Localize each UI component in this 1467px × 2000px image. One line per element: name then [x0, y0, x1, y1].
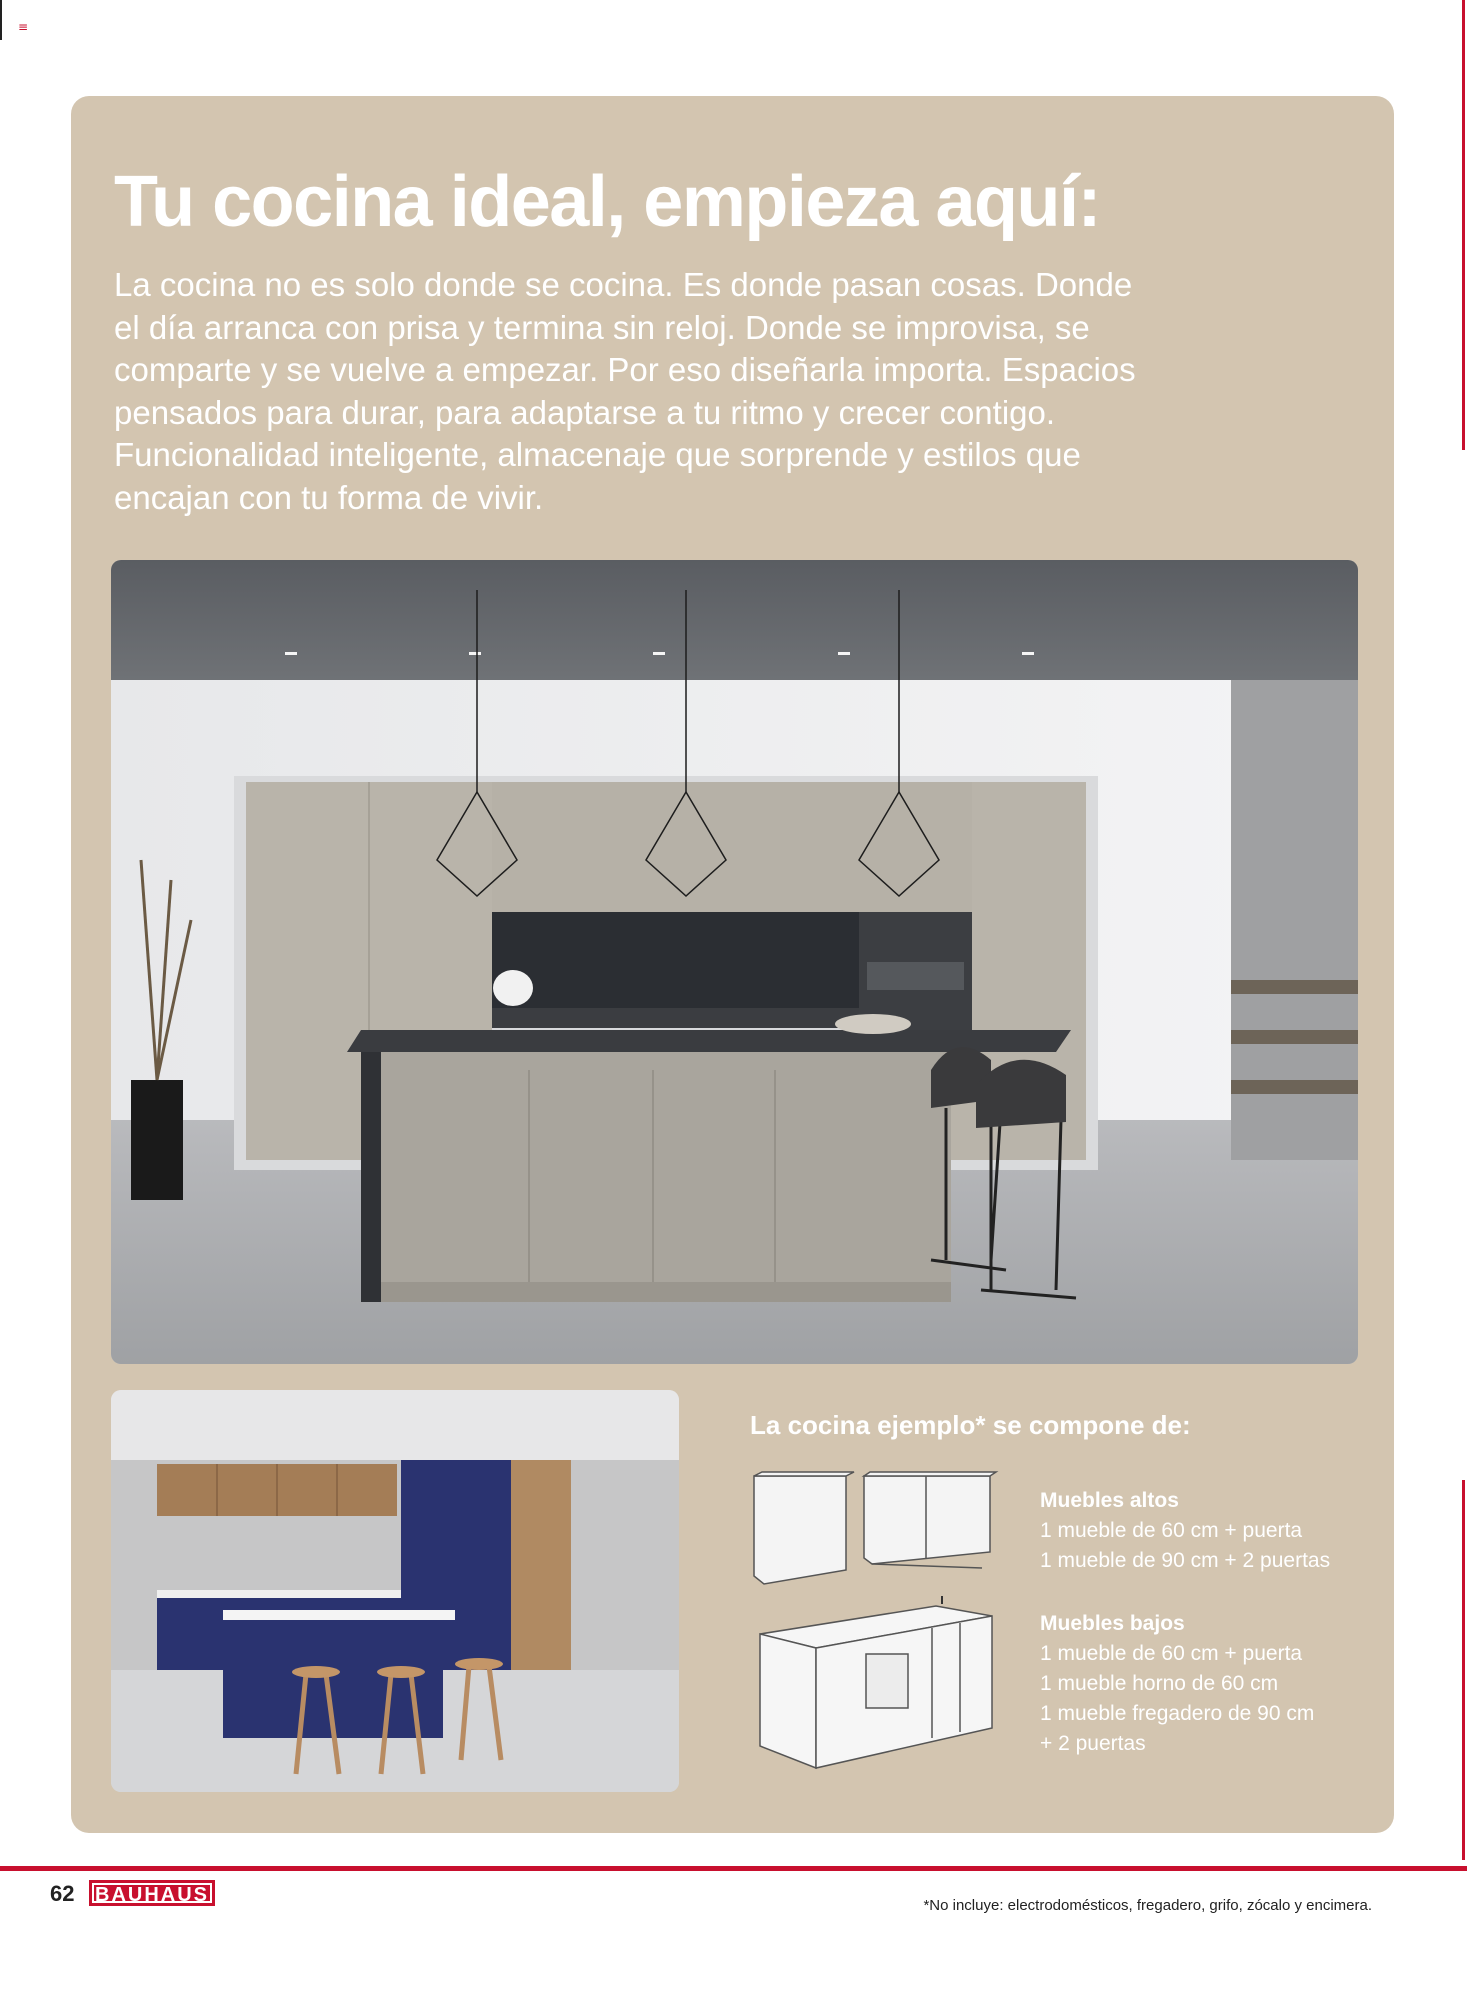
upper-cabinets-sketch [750, 1468, 1000, 1590]
lower-cabinets-spec [1040, 1609, 1314, 1759]
lower-cabinets-title: Muebles bajos [1040, 1612, 1185, 1635]
footnote: *No incluye: electrodomésticos, fregadero, grifo, zócalo y encimera. [923, 1897, 1372, 1914]
lower-cabinet-item: + 2 puertas [1040, 1732, 1146, 1755]
example-kitchen-photo [111, 1390, 679, 1792]
page-edge-right-bottom [1462, 1480, 1465, 1860]
lower-cabinet-item: 1 mueble fregadero de 90 cm [1040, 1702, 1315, 1725]
intro-line: pensados para durar, para adaptarse a tu ritmo y crecer contigo. [114, 393, 1056, 431]
intro-line: Funcionalidad inteligente, almacenaje que sorprende y estilos que [114, 436, 1081, 473]
composition-title: La cocina ejemplo* se compone de: [750, 1410, 1191, 1440]
intro-paragraph [114, 264, 1174, 519]
lower-cabinet-item: 1 mueble horno de 60 cm [1040, 1672, 1279, 1695]
upper-cabinet-item: 1 mueble de 90 cm + 2 puertas [1040, 1549, 1331, 1572]
lower-cabinet-item: 1 mueble de 60 cm + puerta [1040, 1642, 1303, 1665]
page-number: 62 [50, 1881, 75, 1906]
lower-cabinets-sketch [756, 1596, 996, 1772]
intro-line: encajan con tu forma de vivir. [114, 478, 544, 516]
page-title: Tu cocina ideal, empieza aquí: [114, 162, 1100, 242]
page-edge-left [0, 0, 2, 40]
upper-cabinet-item: 1 mueble de 60 cm + puerta [1040, 1519, 1303, 1542]
menu-icon[interactable]: ≡ [18, 20, 29, 34]
intro-line: el día arranca con prisa y termina sin reloj. Donde se improvisa, se [114, 308, 1090, 346]
footer-rule [0, 1866, 1467, 1871]
brand-logo: BAUHAUS [89, 1880, 215, 1906]
main-kitchen-photo [111, 560, 1358, 1364]
upper-cabinets-title: Muebles altos [1040, 1489, 1179, 1512]
page-edge-right-top [1462, 0, 1465, 450]
upper-cabinets-spec [1040, 1486, 1330, 1576]
intro-line: La cocina no es solo donde se cocina. Es donde pasan cosas. Donde [114, 266, 1133, 303]
intro-line: comparte y se vuelve a empezar. Por eso diseñarla importa. Espacios [114, 351, 1136, 388]
